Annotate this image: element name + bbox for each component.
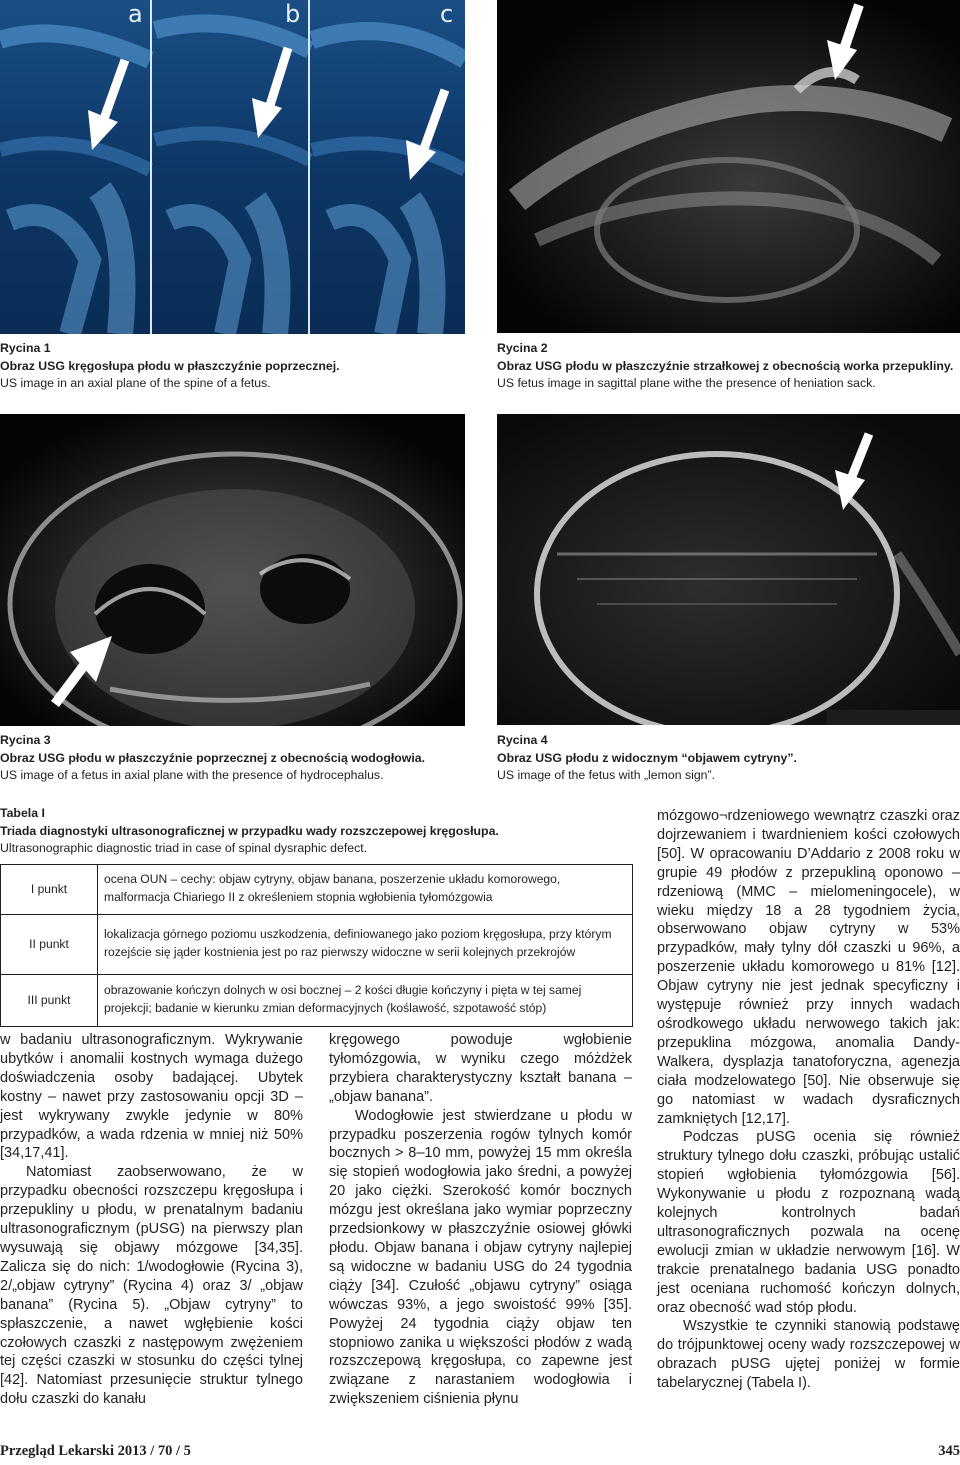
panel-letter-a: a — [128, 0, 143, 28]
paragraph: kręgowego powoduje wgłobienie tyłomózgowia, w wyniku czego móżdżek przybiera charakterystyczny kształt banana – „objaw banana”. — [329, 1032, 632, 1105]
paragraph: w badaniu ultrasonograficznym. Wykrywanie ubytków i anomalii kostnych wymaga dużego doświadczenia osoby badającej. Ubytek kostny – nawet przy zastosowaniu opcji 3D – jest wykrywany zwykle jedynie w 80% przypadków, a wada rdzenia w mniej niż 50% [34,17,41]. — [0, 1032, 303, 1162]
text-column-1 — [0, 1031, 303, 1409]
table-row — [1, 975, 633, 1027]
panel-letter-b: b — [285, 0, 301, 28]
figure-3-caption: Rycina 3 Obraz USG płodu w płaszczyźnie poprzecznej z obecnością wodogłowia. US image of a fetus in axial plane with the presence of hydrocephalus. — [0, 733, 425, 782]
table-row — [1, 865, 633, 915]
row-label: II punkt — [1, 915, 98, 975]
figure-1-caption: Rycina 1 Obraz USG kręgosłupa płodu w płaszczyźnie poprzecznej. US image in an axial plane of the spine of a fetus. — [0, 341, 340, 390]
row-label: III punkt — [1, 975, 98, 1027]
table-title-pl: Triada diagnostyki ultrasonograficznej w przypadku wady rozszczepowej kręgosłupa. — [0, 823, 499, 838]
figure-3-image — [0, 414, 465, 726]
figure-4-image — [497, 414, 960, 725]
diagnostic-triad-table — [0, 864, 633, 1027]
paragraph: Wszystkie te czynniki stanowią podstawę do trójpunktowej oceny wady rozszczepowej w obrazach pUSG ujętej poniżej w formie tabelarycznej (Tabela I). — [657, 1318, 960, 1392]
row-text: obrazowanie kończyn dolnych w osi bocznej – 2 kości długie kończyny i pięta w tej samej projekcji; badanie w kierunku zmian deformacyjnych (koślawość, szpotawość stóp) — [98, 975, 633, 1027]
paragraph: Podczas pUSG ocenia się również struktury tylnego dołu czaszki, próbując ustalić stopień wgłobienia tyłomózgowia [56]. Wykonywanie u płodu z rozpoznaną wadą kolejnych kontrolnych badań ultrasonograficznych pozwala na ocenę ewolucji zmian w układzie nerwowym [16]. W trakcie prenatalnego badania USG ponadto jest oceniana ruchomość kończyn dolnych, oraz obecność wad stóp płodu. — [657, 1129, 960, 1316]
text-column-2 — [329, 1031, 632, 1409]
row-label: I punkt — [1, 865, 98, 915]
journal-footer: Przegląd Lekarski 2013 / 70 / 5 — [0, 1443, 191, 1459]
table-number: Tabela I — [0, 806, 45, 820]
paragraph: mózgowo¬rdzeniowego wewnątrz czaszki oraz dojrzewaniem i twardnieniem kości czołowych [50]. W opracowaniu D’Addario z 2008 roku w grupie 49 płodów z przepukliną oponowo – rdzeniową (MMC – mielomeningocele), w wieku między 18 a 28 tygodniem życia, obserwowano objaw cytryny w 53% przypadków, mały tylny dół czaszki u 96%, a poszerzenie układu komorowego u 81% [12]. Objaw cytryny nie jest jednak specyficzny i występuje również przy innych wadach ośrodkowego układu nerwowego takich jak: przepuklina mózgowa, anomalia Dandy-Walkera, dysplazja tanatoforyczna, agenezja ciała modzelowatego [50]. Nie obserwuje się go natomiast w wadach dysraficznych zamkniętych [12,17]. — [657, 808, 960, 1127]
paragraph: Wodogłowie jest stwierdzane u płodu w przypadku poszerzenia rogów tylnych komór bocznych > 8–10 mm, powyżej 15 mm określa się stopień wodogłowia jako średni, a powyżej 20 jako ciężki. Szerokość komór bocznych mózgu jest określana jako wymiar poprzeczny przedsionkowy w płaszczyźnie osiowej główki płodu. Objaw banana i objaw cytryny najlepiej są widoczne w badaniu USG do 24 tygodnia ciąży [34]. Czułość „objawu cytryny” osiąga wówczas 93%, a jego swoistość 99% [35]. Powyżej 24 tygodnia ciąży objaw ten stopniowo zanika u większości płodów z wadą rozszczepową kręgosłupa, co zapewne jest związane z narastaniem wodogłowia i zwiększeniem ciśnienia płynu — [329, 1107, 632, 1408]
figure-2-image — [497, 0, 960, 333]
figure-2-caption: Rycina 2 Obraz USG płodu w płaszczyźnie strzałkowej z obecnością worka przepukliny. US fetus image in sagittal plane withe the presence of heniation sack. — [497, 341, 954, 390]
figure-4-caption: Rycina 4 Obraz USG płodu z widocznym “objawem cytryny”. US image of the fetus with „lemon sign”. — [497, 733, 797, 782]
table-caption — [0, 805, 640, 858]
page-number: 345 — [938, 1443, 960, 1459]
table-title-en: Ultrasonographic diagnostic triad in case of spinal dysraphic defect. — [0, 841, 368, 855]
row-text: ocena OUN – cechy: objaw cytryny, objaw banana, poszerzenie układu komorowego, malformacja Chiariego II z określeniem stopnia wgłobienia tyłomózgowia — [98, 865, 633, 915]
paragraph: Natomiast zaobserwowano, że w przypadku obecności rozszczepu kręgosłupa i przepukliny u płodu, w prenatalnym badaniu ultrasonograficznym (pUSG) na pierwszy plan wysuwają się objawy mózgowe [34,35]. Zalicza się do nich: 1/wodogłowie (Rycina 3), 2/„objaw cytryny” (Rycina 4) oraz 3/ „objaw banana” (Rycina 5). „Objaw cytryny” to spłaszczenie, a nawet wgłębienie kości czołowych czaszki z następowym zwężeniem tej części czaszki w stosunku do części tylnej [42]. Natomiast przesunięcie struktur tylnego dołu czaszki do kanału — [0, 1164, 303, 1408]
figure-1-image — [0, 0, 465, 334]
text-column-3 — [657, 807, 960, 1393]
table-row — [1, 915, 633, 975]
row-text: lokalizacja górnego poziomu uszkodzenia, definiowanego jako poziom kręgosłupa, przy którym rozejście się jąder kostnienia jest po raz pierwszy widoczne w serii kolejnych przekrojów — [98, 915, 633, 975]
panel-letter-c: c — [440, 0, 454, 28]
